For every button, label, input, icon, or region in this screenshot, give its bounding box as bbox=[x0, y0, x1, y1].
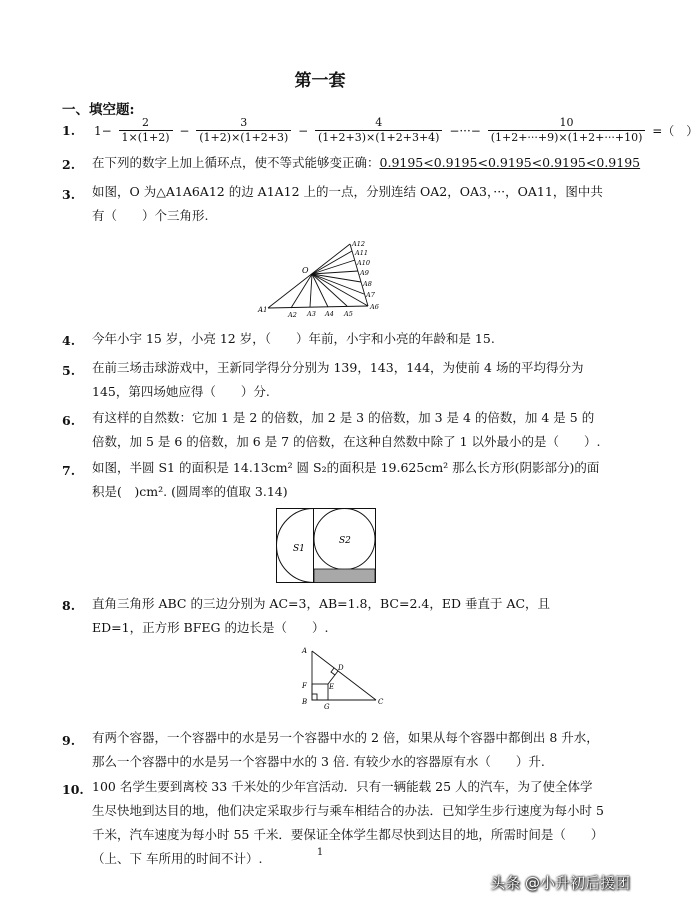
q3-text: 如图，O 为△A1A6A12 的边 A1A12 上的一点，分别连结 OA2，OA3，···，OA11，图中共有（ ）个三角形. bbox=[92, 184, 603, 223]
q8-number: 8. bbox=[62, 598, 76, 613]
q8-right-triangle-figure bbox=[298, 643, 390, 709]
svg-text:A8: A8 bbox=[363, 280, 372, 288]
svg-text:A11: A11 bbox=[355, 249, 368, 257]
q6-number: 6. bbox=[62, 413, 76, 428]
svg-text:A3: A3 bbox=[307, 310, 316, 318]
q3-number: 3. bbox=[62, 187, 76, 202]
page-title: 第一套 bbox=[294, 71, 346, 91]
q7-number: 7. bbox=[62, 463, 76, 478]
q6-text: 有这样的自然数：它加 1 是 2 的倍数，加 2 是 3 的倍数，加 3 是 4 的倍数，加 4 是 5 的倍数，加 5 是 6 的倍数，加 6 是 7 的倍数，在这种自然数中除了 1 以外最小的是（ ）. bbox=[92, 410, 601, 449]
q5-text: 在前三场击球游戏中，王新同学得分分别为 139，143，144，为使前 4 场的平均得分为 145，第四场她应得（ ）分. bbox=[92, 360, 584, 399]
q10-text: 100 名学生要到离校 33 千米处的少年宫活动．只有一辆能载 25 人的汽车，为了使全体学生尽快地到达目的地，他们决定采取步行与乘车相结合的办法．已知学生步行速度为每小时 5 千米，汽车速度为每小时 55 千米．要保证全体学生都尽快到达目的地，所需时间是（ ）（上、下 车所用的时间不计）. bbox=[92, 779, 604, 866]
page-number: 1 bbox=[316, 847, 324, 858]
q7-label-s1: S1 bbox=[293, 544, 305, 554]
q4-text: 今年小宇 15 岁，小亮 12 岁，（ ）年前，小宇和小亮的年龄和是 15. bbox=[92, 331, 495, 346]
q4-number: 4. bbox=[62, 333, 76, 348]
q7-label-s2: S2 bbox=[339, 536, 351, 546]
q9-number: 9. bbox=[62, 733, 76, 748]
svg-text:F: F bbox=[302, 682, 307, 690]
svg-text:A7: A7 bbox=[366, 291, 375, 299]
svg-text:A5: A5 bbox=[344, 310, 353, 318]
q1-frac2: $\frac{3}{(1+2)\times(1+2+3)}$ bbox=[196, 116, 291, 145]
svg-text:A10: A10 bbox=[357, 259, 370, 267]
q3-label-o: O bbox=[302, 266, 309, 275]
q1-frac3: $\frac{4}{(1+2+3)\times(1+2+3+4)}$ bbox=[315, 116, 442, 145]
q2-number: 2. bbox=[62, 157, 76, 172]
svg-text:A: A bbox=[302, 647, 308, 655]
svg-text:D: D bbox=[338, 664, 344, 672]
q7-text: 如图，半圆 S1 的面积是 14.13cm² 圆 S₂的面积是 19.625cm² 那么长方形(阴影部分)的面积是( )cm². (圆周率的值取 3.14) bbox=[92, 460, 600, 499]
q9-text: 有两个容器，一个容器中的水是另一个容器中水的 2 倍，如果从每个容器中都倒出 8 升水，那么一个容器中的水是另一个容器中水的 3 倍. 有较少水的容器原有水（ ）升. bbox=[92, 730, 599, 769]
q1-dots: −···− bbox=[449, 123, 481, 138]
svg-text:A1: A1 bbox=[258, 306, 268, 314]
svg-text:A12: A12 bbox=[352, 240, 365, 248]
svg-text:E: E bbox=[329, 683, 335, 691]
q1-lead: 1− bbox=[94, 123, 112, 138]
q1-frac4: $\frac{10}{(1+2+\cdot\cdot\cdot+9)\times(1+2+\cdot\cdot\cdot+10)}$ bbox=[488, 116, 646, 145]
q3-fan-triangle-figure bbox=[256, 236, 386, 318]
q10-number: 10. bbox=[62, 782, 84, 797]
q1-frac1: $\frac{2}{1\times(1+2)}$ bbox=[119, 116, 173, 145]
svg-text:A6: A6 bbox=[370, 303, 379, 311]
section-heading: 一、填空题: bbox=[62, 102, 135, 118]
q7-shaded-rectangle bbox=[314, 569, 375, 583]
q2-inequality: 0.9195<0.9195<0.9195<0.9195<0.9195 bbox=[379, 155, 641, 170]
svg-text:A2: A2 bbox=[288, 311, 297, 319]
svg-text:G: G bbox=[324, 703, 330, 711]
q8-text: 直角三角形 ABC 的三边分别为 AC=3，AB=1.8，BC=2.4，ED 垂直于 AC，且 ED=1，正方形 BFEG 的边长是（ ）. bbox=[92, 596, 551, 635]
q1-number: 1. bbox=[62, 123, 76, 138]
q5-number: 5. bbox=[62, 363, 76, 378]
svg-text:C: C bbox=[378, 698, 384, 706]
svg-text:A4: A4 bbox=[325, 310, 334, 318]
svg-text:B: B bbox=[302, 698, 308, 706]
q2-text: 在下列的数字上加上循环点，使不等式能够变正确：0.9195<0.9195<0.9195<0.9195<0.9195 bbox=[92, 155, 641, 170]
watermark: 头条 @小升初后援团 bbox=[490, 874, 630, 892]
q1-tail: =（ ） bbox=[652, 124, 699, 138]
svg-text:A9: A9 bbox=[360, 269, 369, 277]
q7-circle-rectangle-figure bbox=[276, 508, 380, 584]
q1-expression: 1− $\frac{2}{1\times(1+2)}$ − $\frac{3}{(1+2)\times(1+2+3)}$ − $\frac{4}{(1+2+3)\times(1+2+3+4)}$ −···− $\frac{10}{(1+2+\cdot\cdot\cdot+9)\times(1+2+\cdot\cdot\cdot+10)}$ =（ ） bbox=[94, 116, 699, 144]
